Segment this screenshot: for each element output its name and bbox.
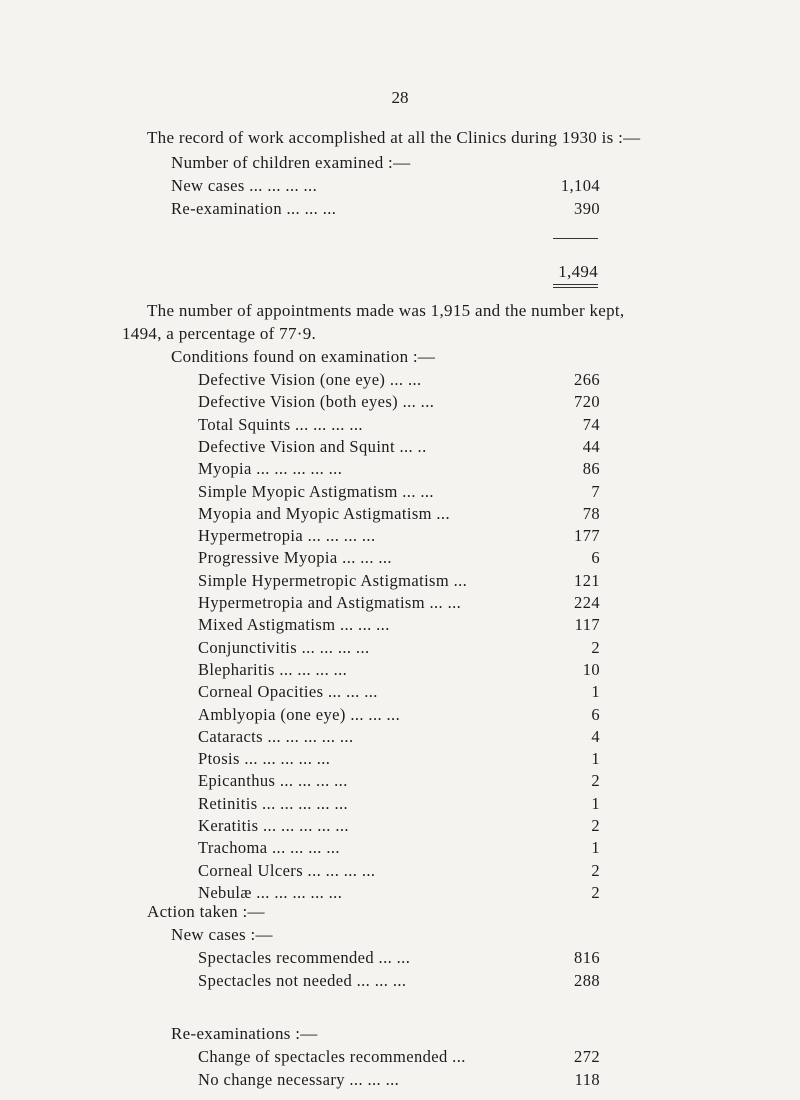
- row-label: Keratitis ... ... ... ... ...: [198, 816, 349, 835]
- row-value: 10: [582, 659, 600, 679]
- row-value: 177: [574, 526, 600, 546]
- row-value: 4: [591, 726, 600, 746]
- table-row: [198, 571, 628, 593]
- row-value: 390: [574, 199, 600, 218]
- row-label: Nebulæ ... ... ... ... ...: [198, 882, 343, 902]
- row-label: New cases ... ... ... ...: [171, 176, 318, 195]
- row-value: 2: [591, 637, 600, 657]
- row-value: 1,104: [560, 176, 600, 195]
- row-value: 118: [574, 1070, 600, 1089]
- row-label: Corneal Opacities ... ... ...: [198, 682, 378, 702]
- row-value: 272: [574, 1047, 600, 1066]
- row-label: Defective Vision (both eyes) ... ...: [198, 392, 435, 412]
- row-label: Defective Vision (one eye) ... ...: [198, 370, 422, 389]
- row-label: Myopia and Myopic Astigmatism ...: [198, 503, 450, 523]
- row-label: Ptosis ... ... ... ... ...: [198, 749, 331, 769]
- row-value: 1: [591, 793, 600, 813]
- appointments-line-2: 1494, a percentage of 77·9.: [122, 324, 317, 343]
- row-label: Myopia ... ... ... ... ...: [198, 459, 343, 479]
- table-row: [198, 482, 628, 504]
- row-value: 1: [591, 749, 600, 769]
- row-label: Blepharitis ... ... ... ...: [198, 659, 348, 679]
- row-label: Defective Vision and Squint ... ..: [198, 436, 427, 456]
- row-label: No change necessary ... ... ...: [198, 1070, 400, 1089]
- row-label: Corneal Ulcers ... ... ... ...: [198, 860, 376, 880]
- row-value: 117: [574, 615, 600, 635]
- row-label: Amblyopia (one eye) ... ... ...: [198, 704, 401, 724]
- table-row: [198, 660, 628, 682]
- table-row: [198, 682, 628, 704]
- row-label: Hypermetropia and Astigmatism ... ...: [198, 593, 462, 612]
- table-row: [198, 459, 628, 481]
- total-double-rule-bottom: [553, 287, 598, 288]
- row-label: Re-examination ... ... ...: [171, 199, 337, 218]
- table-row: [198, 437, 628, 459]
- action-heading: Action taken :—: [147, 902, 265, 921]
- table-row: [198, 370, 628, 392]
- row-value: 816: [574, 948, 600, 967]
- row-value: 6: [591, 704, 600, 724]
- row-label: Simple Myopic Astigmatism ... ...: [198, 481, 434, 501]
- row-value: 74: [582, 414, 600, 434]
- page-number: 28: [391, 88, 409, 107]
- row-label: Retinitis ... ... ... ... ...: [198, 793, 349, 813]
- row-value: 121: [574, 570, 600, 590]
- table-row: [198, 948, 628, 970]
- row-label: Simple Hypermetropic Astigmatism ...: [198, 570, 468, 590]
- intro-text: The record of work accomplished at all the Clinics during 1930 is :—: [147, 128, 641, 147]
- row-value: 720: [574, 392, 600, 412]
- row-value: 6: [591, 548, 600, 568]
- total-double-rule-top: [553, 284, 598, 285]
- table-row: [198, 415, 628, 437]
- table-row: [198, 794, 628, 816]
- row-label: Epicanthus ... ... ... ...: [198, 771, 348, 791]
- table-row: [171, 199, 628, 221]
- table-row: [198, 838, 628, 860]
- row-label: Spectacles not needed ... ... ...: [198, 971, 407, 990]
- table-row: [198, 526, 628, 548]
- row-label: Trachoma ... ... ... ...: [198, 838, 340, 858]
- row-label: Mixed Astigmatism ... ... ...: [198, 615, 390, 635]
- row-label: Total Squints ... ... ... ...: [198, 414, 363, 434]
- table-row: [198, 705, 628, 727]
- table-row: [171, 176, 628, 198]
- row-value: 44: [582, 436, 600, 456]
- appointments-line-1: The number of appointments made was 1,915 and the number kept,: [147, 301, 625, 320]
- row-value: 2: [591, 816, 600, 835]
- table-row: [198, 861, 628, 883]
- table-row: [198, 1047, 628, 1069]
- row-value: 1: [591, 682, 600, 702]
- row-value: 2: [591, 882, 600, 902]
- table-row: [198, 504, 628, 526]
- table-row: [198, 749, 628, 771]
- row-label: Spectacles recommended ... ...: [198, 948, 411, 967]
- row-value: 86: [582, 459, 600, 479]
- table-row: [198, 1070, 628, 1092]
- table-row: [198, 593, 628, 615]
- table-row: [198, 638, 628, 660]
- row-label: Cataracts ... ... ... ... ...: [198, 726, 354, 746]
- row-value: 78: [582, 503, 600, 523]
- row-label: Change of spectacles recommended ...: [198, 1047, 466, 1066]
- table-row: [198, 771, 628, 793]
- row-label: Conjunctivitis ... ... ... ...: [198, 637, 370, 657]
- children-examined-heading: Number of children examined :—: [171, 153, 411, 172]
- new-cases-heading: New cases :—: [171, 925, 273, 944]
- table-row: [198, 727, 628, 749]
- re-examinations-heading: Re-examinations :—: [171, 1024, 318, 1043]
- children-total: 1,494: [558, 262, 598, 281]
- row-label: Hypermetropia ... ... ... ...: [198, 526, 376, 546]
- row-value: 2: [591, 860, 600, 880]
- row-value: 224: [574, 593, 600, 612]
- row-value: 266: [574, 370, 600, 389]
- subtotal-rule: [553, 238, 598, 239]
- conditions-heading: Conditions found on examination :—: [171, 347, 436, 366]
- table-row: [198, 615, 628, 637]
- table-row: [198, 971, 628, 993]
- row-value: 2: [591, 771, 600, 791]
- row-label: Progressive Myopia ... ... ...: [198, 548, 392, 568]
- row-value: 1: [591, 838, 600, 858]
- table-row: [198, 548, 628, 570]
- row-value: 7: [591, 481, 600, 501]
- table-row: [198, 392, 628, 414]
- row-value: 288: [574, 971, 600, 990]
- table-row: [198, 816, 628, 838]
